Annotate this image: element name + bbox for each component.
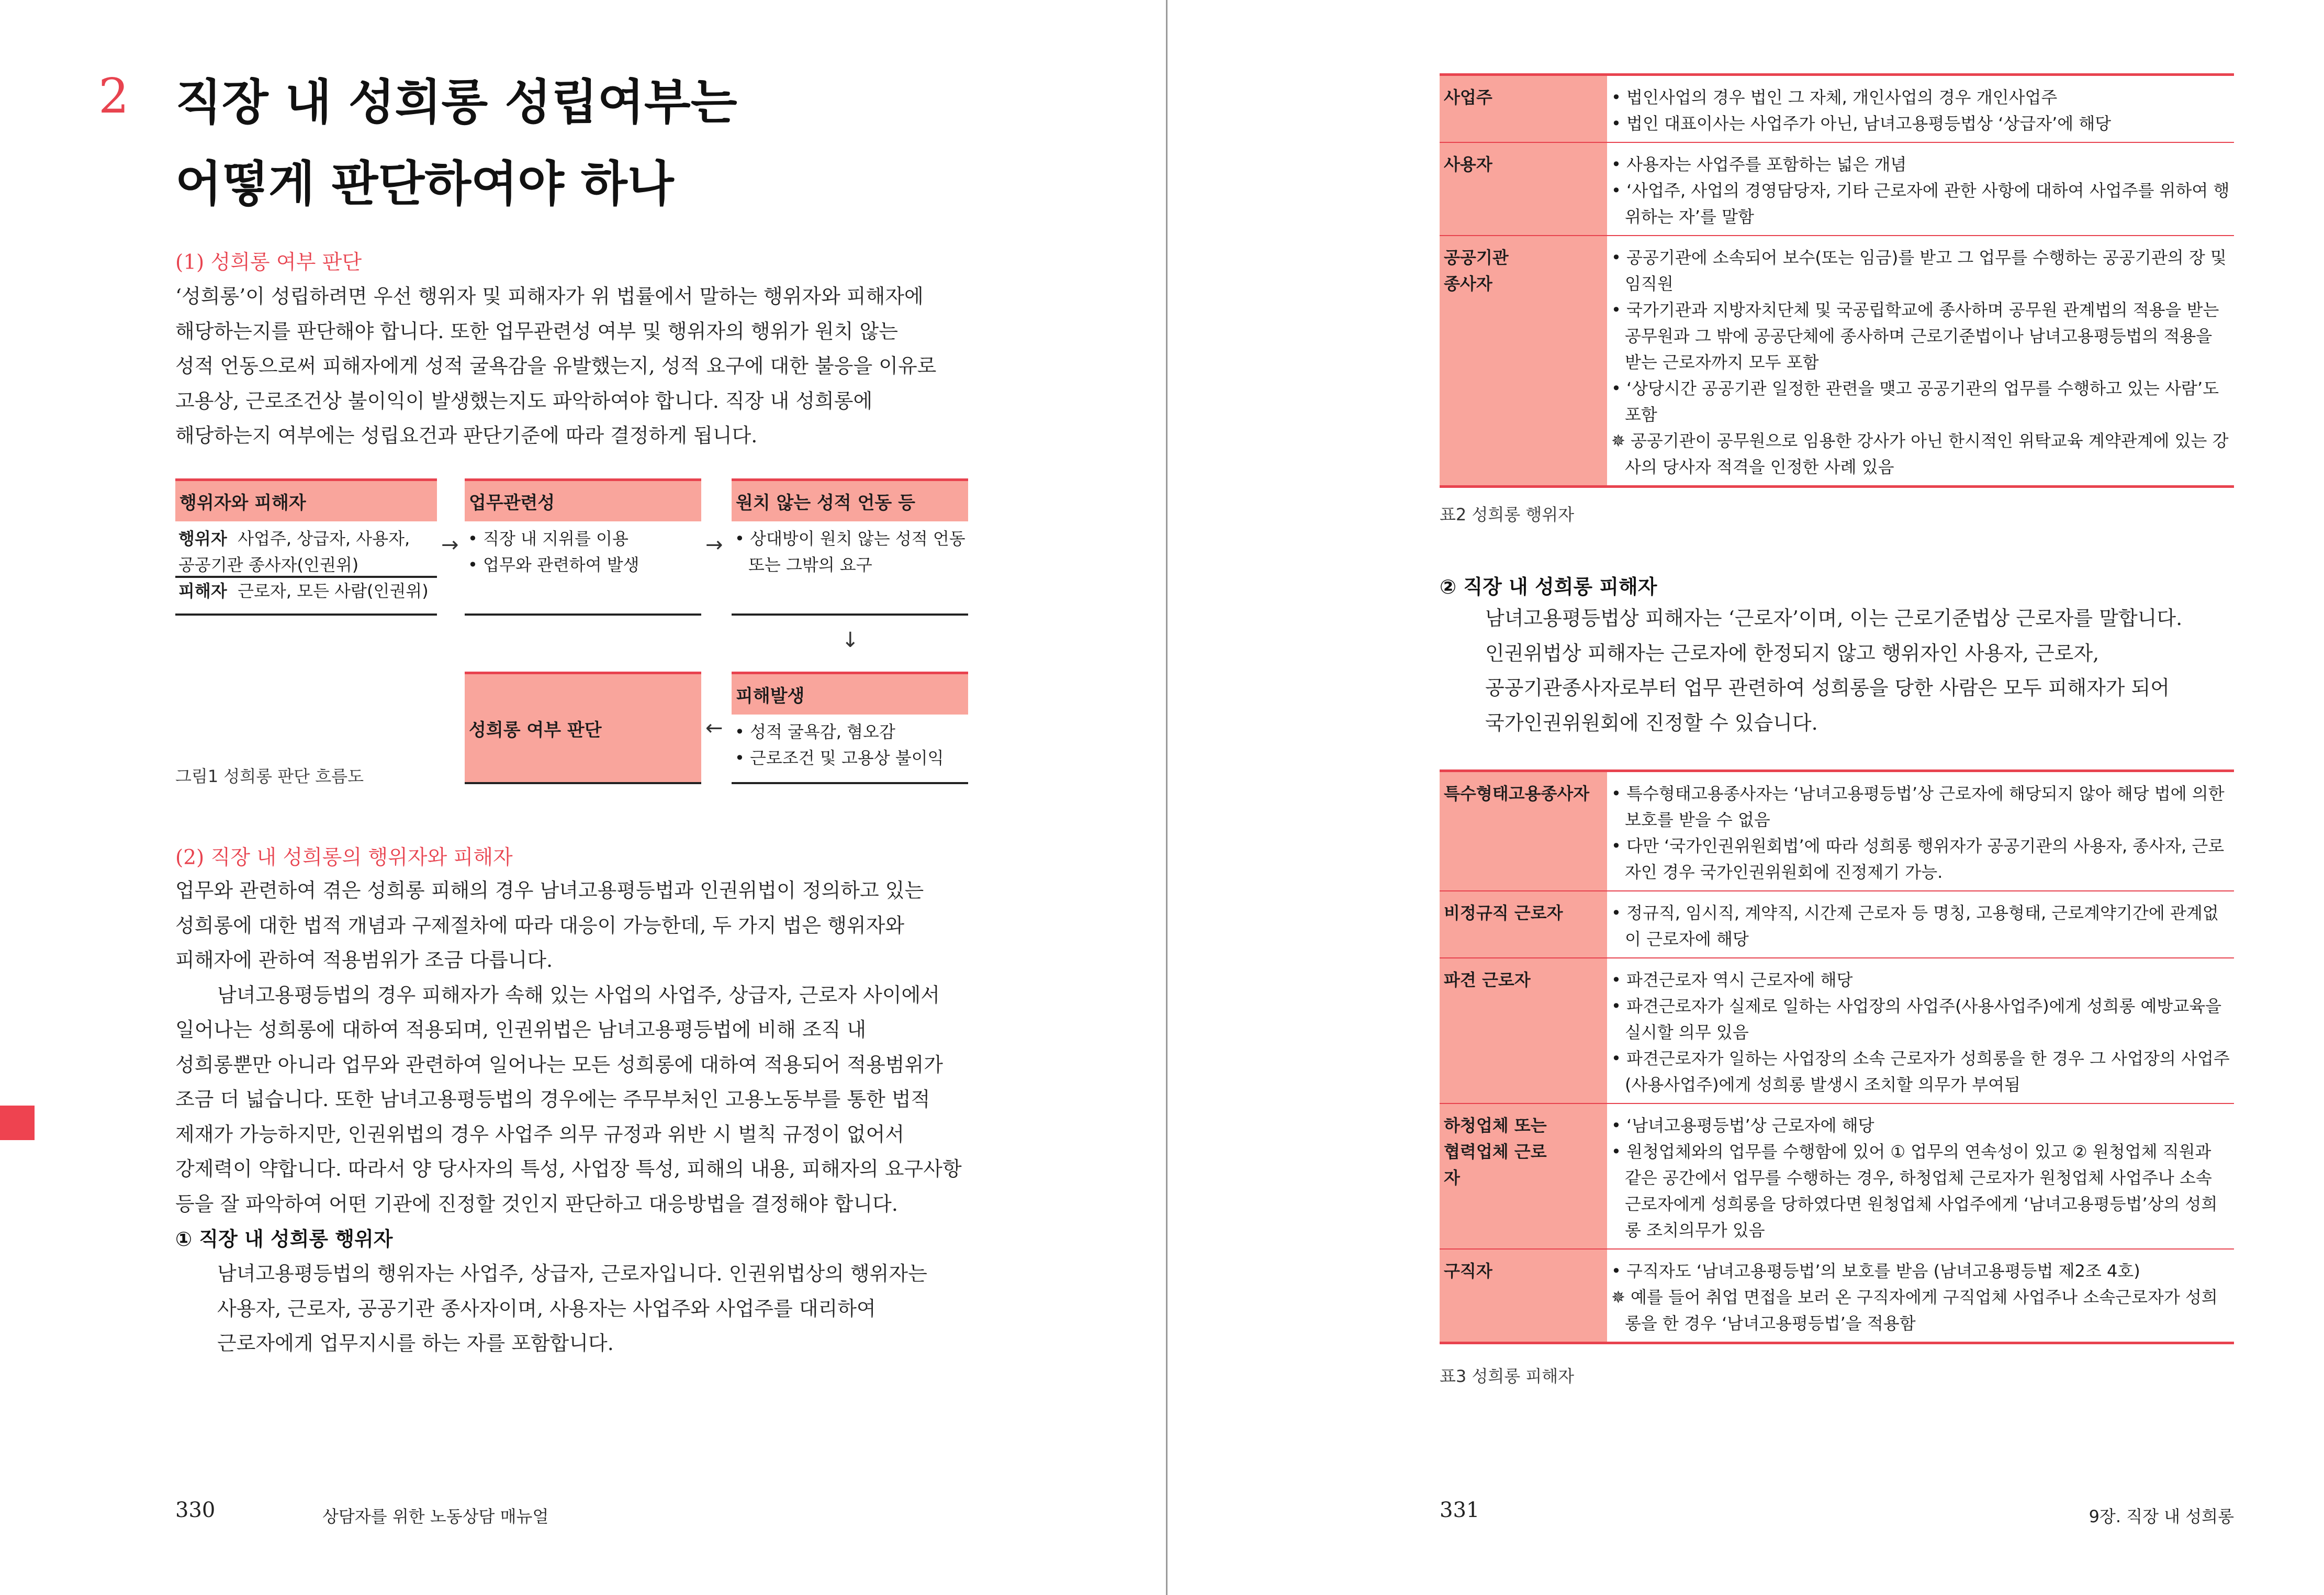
flow-box-head: 행위자와 피해자 [175,478,437,521]
flow-item: 또는 그밖의 요구 [748,555,872,575]
title-line: 직장 내 성희롱 성립여부는 [175,74,737,130]
row-content [1607,142,2234,236]
text-line: 남녀고용평등법상 피해자는 ‘근로자’이며, 이는 근로기준법상 근로자를 말합니다. [1485,607,2183,630]
row-label: 특수형태고용종사자 [1440,771,1607,891]
text-line: 남녀고용평등법의 행위자는 사업주, 상급자, 근로자입니다. 인권위법상의 행위자는 [217,1262,927,1285]
flow-box-head: 업무관련성 [465,478,701,521]
chapter-number: 2 [98,68,129,124]
arrow-right-icon: → [705,533,723,557]
section-heading: (1) 성희롱 여부 판단 [175,251,362,274]
table-row [1440,1249,2234,1343]
row-content [1607,1103,2234,1249]
row-item: ✵ 예를 들어 취업 면접을 보러 온 구직자에게 구직업체 사업주나 소속근로자가 성희롱을 한 경우 ‘남녀고용평등법’을 적용함 [1611,1287,2218,1333]
row-item: • 사용자는 사업주를 포함하는 넓은 개념 [1611,154,1907,174]
row-label: 사용자 [1440,142,1607,236]
row-item: • 파견근로자가 실제로 일하는 사업장의 사업주(사용사업주)에게 성희롱 예방교육을 실시할 의무 있음 [1611,996,2222,1042]
page-number: 330 [175,1498,216,1522]
flow-box-body [465,521,701,616]
row-item: • ‘상당시간 공공기관 일정한 관련을 맺고 공공기관의 업무를 수행하고 있는 사람’도 포함 [1611,378,2219,425]
row-content [1607,958,2234,1103]
text-line: 조금 더 넓습니다. 또한 남녀고용평등법의 경우에는 주무부처인 고용노동부를 통한 법적 [175,1088,930,1111]
text-line: 고용상, 근로조건상 불이익이 발생했는지도 파악하여야 합니다. 직장 내 성희롱에 [175,389,873,412]
flow-box-work-relation [465,478,701,616]
page-footer: 상담자를 위한 노동상담 매뉴얼 [322,1507,549,1526]
text-line: 업무와 관련하여 겪은 성희롱 피해의 경우 남녀고용평등법과 인권위법이 정의하고 있는 [175,879,924,902]
text-line: 성희롱에 대한 법적 개념과 구제절차에 따라 대응이 가능한데, 두 가지 법은 행위자와 [175,913,905,937]
table-caption: 표2 성희롱 행위자 [1440,505,1575,525]
text-line: 성적 언동으로써 피해자에게 성적 굴욕감을 유발했는지, 성적 요구에 대한 불응을 이유로 [175,354,937,377]
text-line: 일어나는 성희롱에 대하여 적용되며, 인권위법은 남녀고용평등법에 비해 조직 내 [175,1018,867,1041]
flow-box-head: 원치 않는 성적 언동 등 [732,478,968,521]
subsection-heading: ① 직장 내 성희롱 행위자 [175,1228,393,1251]
row-item: • 법인 대표이사는 사업주가 아닌, 남녀고용평등법상 ‘상급자’에 해당 [1611,114,2112,133]
row-content [1607,75,2234,143]
flow-item: • 상대방이 원치 않는 성적 언동 [735,529,965,549]
flow-item: • 성적 굴욕감, 혐오감 [735,722,895,742]
page-title [175,62,737,225]
text-line: 강제력이 약합니다. 따라서 양 당사자의 특성, 사업장 특성, 피해의 내용, 피해자의 요구사항 [175,1157,962,1180]
flow-box-head: 피해발생 [732,672,968,715]
row-item: • 국가기관과 지방자치단체 및 국공립학교에 종사하며 공무원 관계법의 적용을 받는 공무원과 그 밖에 공공단체에 종사하며 근로기준법이나 남녀고용평등법의 적용을 받는 근로자까지 모두 포함 [1611,300,2219,372]
row-label: 구직자 [1440,1249,1607,1343]
row-label: 하청업체 또는 협력업체 근로자 [1440,1103,1607,1249]
row-content [1607,1249,2234,1343]
row-content [1607,236,2234,487]
flow-text: 공공기관 종사자(인권위) [178,555,359,575]
flow-box-body [732,715,968,784]
figure-caption: 그림1 성희롱 판단 흐름도 [175,766,364,786]
page-spine [1166,0,1167,1595]
row-item: • 구직자도 ‘남녀고용평등법’의 보호를 받음 (남녀고용평등법 제2조 4호) [1611,1261,2140,1281]
row-content [1607,891,2234,958]
subsection1-body [217,1256,992,1361]
row-label: 공공기관 종사자 [1440,236,1607,487]
row-item: • 파견근로자 역시 근로자에 해당 [1611,970,1853,990]
section1-body [175,279,992,453]
arrow-right-icon: → [441,533,459,557]
table-row [1440,891,2234,958]
text-line: 해당하는지를 판단해야 합니다. 또한 업무관련성 여부 및 행위자의 행위가 원치 않는 [175,319,898,343]
flow-box-body [732,521,968,616]
arrow-left-icon: ← [705,716,723,740]
text-line: 남녀고용평등법의 경우 피해자가 속해 있는 사업의 사업주, 상급자, 근로자 사이에서 [217,983,940,1007]
flow-box-underline [175,578,437,616]
flow-item: • 직장 내 지위를 이용 [468,529,628,549]
section2-body [175,873,992,1221]
flow-item: • 업무와 관련하여 발생 [468,555,639,575]
text-line: 등을 잘 파악하여 어떤 기관에 진정할 것인지 판단하고 대응방법을 결정해야 합니다. [175,1192,898,1215]
table-row [1440,771,2234,891]
flow-box-actor-victim [175,478,437,601]
chapter-tab-marker [0,1106,35,1140]
table-row [1440,75,2234,143]
row-item: • 공공기관에 소속되어 보수(또는 임금)를 받고 그 업무를 수행하는 공공기관의 장 및 임직원 [1611,248,2227,294]
table-row [1440,958,2234,1103]
title-line: 어떻게 판단하여야 하나 [175,156,674,212]
label-bold: 피해자 [178,581,227,601]
row-item: • 특수형태고용종사자는 ‘남녀고용평등법’상 근로자에 해당되지 않아 해당 법에 의한 보호를 받을 수 없음 [1611,784,2225,830]
text-line: 공공기관종사자로부터 업무 관련하여 성희롱을 당한 사람은 모두 피해자가 되어 [1485,676,2170,699]
text-line: 제재가 가능하지만, 인권위법의 경우 사업주 의무 규정과 위반 시 벌칙 규정이 없어서 [175,1122,905,1146]
flow-box-judgement: 성희롱 여부 판단 [465,672,701,784]
text-line: 성희롱뿐만 아니라 업무와 관련하여 일어나는 모든 성희롱에 대하여 적용되어 적용범위가 [175,1053,943,1076]
table-row [1440,1103,2234,1249]
table-caption: 표3 성희롱 피해자 [1440,1366,1575,1386]
text-line: 근로자에게 업무지시를 하는 자를 포함합니다. [217,1332,614,1355]
text-line: ‘성희롱’이 성립하려면 우선 행위자 및 피해자가 위 법률에서 말하는 행위자와 피해자에 [175,285,924,308]
flow-text: 근로자, 모든 사람(인권위) [238,581,429,601]
section-heading: (2) 직장 내 성희롱의 행위자와 피해자 [175,846,513,869]
row-item: • 법인사업의 경우 법인 그 자체, 개인사업의 경우 개인사업주 [1611,87,2058,107]
text-line: 피해자에 관하여 적용범위가 조금 다릅니다. [175,949,553,972]
flow-box-unwanted-conduct [732,478,968,616]
arrow-down-icon: ↓ [841,628,859,652]
row-label: 사업주 [1440,75,1607,143]
text-line: 국가인권위원회에 진정할 수 있습니다. [1485,711,1818,734]
row-item: • 정규직, 임시직, 계약직, 시간제 근로자 등 명칭, 고용형태, 근로계약기간에 관계없이 근로자에 해당 [1611,903,2219,949]
flow-box-body [175,521,437,601]
flow-box-damage [732,672,968,784]
text-line: 인권위법상 피해자는 근로자에 한정되지 않고 행위자인 사용자, 근로자, [1485,641,2100,665]
flow-item: • 근로조건 및 고용상 불이익 [735,748,944,768]
flow-text: 사업주, 상급자, 사용자, [238,529,410,549]
row-label: 파견 근로자 [1440,958,1607,1103]
row-item: • ‘사업주, 사업의 경영담당자, 기타 근로자에 관한 사항에 대하여 사업주를 위하여 행위하는 자’를 말함 [1611,181,2230,227]
table-row [1440,236,2234,487]
text-line: 해당하는지 여부에는 성립요건과 판단기준에 따라 결정하게 됩니다. [175,424,758,447]
row-item: • 다만 ‘국가인권위원회법’에 따라 성희롱 행위자가 공공기관의 사용자, 종사자, 근로자인 경우 국가인권위원회에 진정제기 가능. [1611,836,2225,882]
row-content [1607,771,2234,891]
table-perpetrators [1440,73,2234,488]
subsection-heading: ② 직장 내 성희롱 피해자 [1440,575,1657,598]
table-row [1440,142,2234,236]
row-item: • 파견근로자가 일하는 사업장의 소속 근로자가 성희롱을 한 경우 그 사업장의 사업주(사용사업주)에게 성희롱 발생시 조치할 의무가 부여됨 [1611,1049,2230,1095]
row-label: 비정규직 근로자 [1440,891,1607,958]
text-line: 사용자, 근로자, 공공기관 종사자이며, 사용자는 사업주와 사업주를 대리하여 [217,1297,876,1320]
page-number: 331 [1440,1498,1480,1522]
table-victims [1440,769,2234,1344]
row-item: ✵ 공공기관이 공무원으로 임용한 강사가 아닌 한시적인 위탁교육 계약관계에 있는 강사의 당사자 적격을 인정한 사례 있음 [1611,431,2229,477]
subsection2-body [1485,601,2239,740]
page-footer: 9장. 직장 내 성희롱 [2089,1507,2234,1526]
row-item: • ‘남녀고용평등법’상 근로자에 해당 [1611,1116,1874,1135]
row-item: • 원청업체와의 업무를 수행함에 있어 ① 업무의 연속성이 있고 ② 원청업체 직원과 같은 공간에서 업무를 수행하는 경우, 하청업체 근로자가 원청업체 사업주나 소속 근로자에게 성희롱을 당하였다면 원청업체 사업주에게 ‘남녀고용평등법’상의 성희롱 조치의무가 있음 [1611,1142,2218,1240]
label-bold: 행위자 [178,529,227,549]
